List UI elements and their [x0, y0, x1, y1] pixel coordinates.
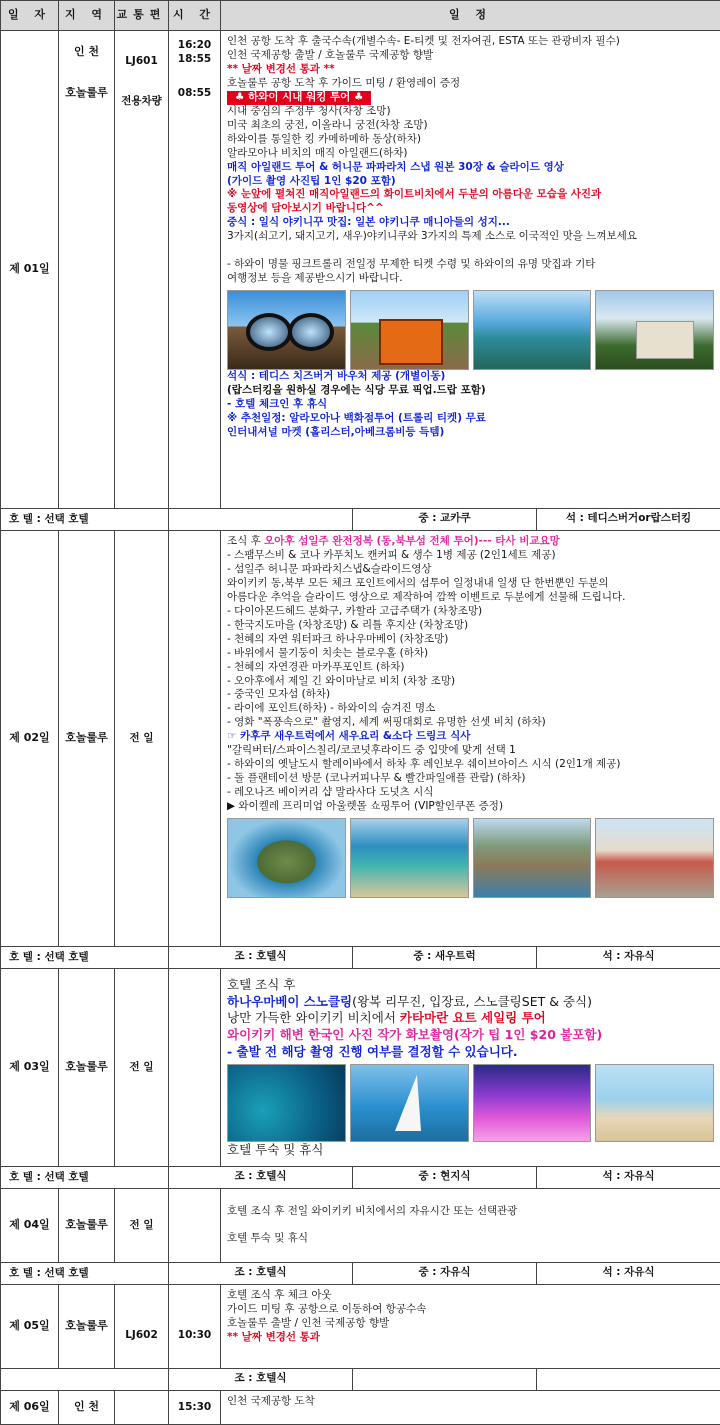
schedule-cell [221, 1189, 720, 1263]
schedule-text: ☞ 카후쿠 새우트럭에서 새우요리 &소다 드링크 식사 [227, 730, 470, 742]
meal-breakfast: 조 : 호텔식 [169, 1369, 352, 1390]
transport-cell [115, 1391, 169, 1425]
trolley-photo [350, 290, 469, 370]
meal-breakfast: 조 : 호텔식 [169, 947, 352, 968]
schedule-text: - 호텔 체크인 후 휴식 [227, 398, 327, 410]
schedule-line [227, 426, 714, 440]
schedule-text: 호텔 조식 후 [227, 977, 295, 992]
meal-box [169, 1167, 720, 1188]
schedule-text: 시내 중심의 주정부 청사(차창 조망) [227, 105, 391, 117]
meal-cell [169, 1369, 720, 1391]
meal-box [169, 509, 720, 530]
schedule-line [227, 412, 714, 426]
schedule-text: 인천 국제공항 출발 / 호놀룰루 국제공항 향발 [227, 49, 433, 61]
day-label: 제 03일 [1, 969, 59, 1167]
schedule-line [227, 1232, 714, 1246]
meal-cell [169, 947, 720, 969]
transport-value: 전용차량 [115, 95, 168, 109]
schedule-text-highlight: 오아후 섬일주 완전정복 (동,북부섬 전체 투어)--- 타사 비교요망 [264, 535, 560, 547]
outlet-photo [595, 818, 714, 898]
meal-dinner: 석 : 테디스버거or랍스터킹 [536, 509, 720, 530]
schedule-text: - 돌 플랜테이션 방문 (코나커피나무 & 빨간파일애플 관람) (하차) [227, 772, 526, 784]
schedule-text-highlight: (왕복 리무진, 입장료, 스노클링SET & 중식) [352, 994, 592, 1009]
schedule-line [227, 49, 714, 63]
schedule-text: 하와이를 통일한 킹 카메하메하 동상(하차) [227, 133, 421, 145]
day-row [1, 531, 720, 947]
schedule-text: - 섬일주 허니문 파파라치스냅&슬라이드영상 [227, 563, 432, 575]
schedule-text: - 다이아몬드헤드 분화구, 카할라 고급주택가 (차창조망) [227, 605, 482, 617]
schedule-line [227, 563, 714, 577]
schedule-text: - 천혜의 자연경관 마카푸포인트 (하차) [227, 661, 404, 673]
meal-box [169, 947, 720, 968]
schedule-text: 가이드 미팅 후 공항으로 이동하여 항공수속 [227, 1303, 426, 1315]
transport-cell [115, 31, 169, 509]
hotel-row [1, 1369, 720, 1391]
schedule-line [227, 398, 714, 412]
schedule-line [227, 161, 714, 175]
schedule-cell [221, 1285, 720, 1369]
schedule-text: 중식 : 일식 야키니꾸 맛집: 일본 야키니쿠 매니아들의 성지... [227, 216, 510, 228]
schedule-text: 호텔 투숙 및 휴식 [227, 1142, 323, 1157]
hotel-row [1, 1167, 720, 1189]
region-name: 인 천 [59, 1400, 114, 1415]
region-name: 호놀룰루 [59, 86, 114, 101]
transport-value: 전 일 [115, 732, 168, 746]
region-cell [59, 969, 115, 1167]
region-cell [59, 531, 115, 947]
schedule-text: 호놀룰루 출발 / 인천 국제공항 향발 [227, 1317, 389, 1329]
schedule-text: 인터내셔널 마켓 (홀리스터,아베크롬비등 득템) [227, 426, 444, 438]
schedule-text: 석식 : 테디스 치즈버거 바우처 제공 (개별이동) [227, 370, 445, 382]
hotel-label: 호 텔 : 선택 호텔 [1, 1167, 169, 1189]
schedule-text: 인천 공항 도착 후 출국수속(개별수속- E-티켓 및 전자여권, ESTA 또는 관광비자 필수) [227, 35, 620, 47]
schedule-line [227, 384, 714, 398]
transport-cell [115, 1285, 169, 1369]
photo-strip [227, 1064, 714, 1142]
meal-breakfast: 조 : 호텔식 [169, 1263, 352, 1284]
transport-cell [115, 531, 169, 947]
schedule-text [227, 1219, 230, 1231]
schedule-line [227, 370, 714, 384]
schedule-line [227, 35, 714, 49]
transport-cell [115, 969, 169, 1167]
schedule-line [227, 1205, 714, 1219]
schedule-line [227, 994, 714, 1011]
schedule-text: 하나우마베이 스노클링 [227, 994, 352, 1009]
region-cell [59, 31, 115, 509]
schedule-line [227, 105, 714, 119]
schedule-line [227, 1010, 714, 1027]
schedule-line [227, 272, 714, 286]
region-cell [59, 1391, 115, 1425]
meal-lunch: 중 : 새우트럭 [352, 947, 536, 968]
region-name: 인 천 [59, 45, 114, 60]
schedule-line [227, 1044, 714, 1061]
schedule-line [227, 1331, 714, 1345]
schedule-text: - 바위에서 물기둥이 치솟는 블로우홀 (하차) [227, 647, 428, 659]
meal-breakfast [169, 509, 352, 530]
schedule-text: 호텔 조식 후 체크 아웃 [227, 1289, 332, 1301]
schedule-text: - 오아후에서 제일 긴 와이마날로 비치 (차창 조망) [227, 675, 455, 687]
schedule-text: 동영상에 담아보시기 바랍니다^^ [227, 202, 384, 214]
schedule-line [227, 188, 714, 202]
hotel-row [1, 947, 720, 969]
meal-dinner: 석 : 자유식 [536, 1263, 720, 1284]
transport-cell [115, 1189, 169, 1263]
hotel-label: 호 텔 : 선택 호텔 [1, 509, 169, 531]
catamaran-photo [350, 1064, 469, 1142]
schedule-line [227, 605, 714, 619]
day-row [1, 1189, 720, 1263]
schedule-line [227, 786, 714, 800]
schedule-cell [221, 969, 720, 1167]
schedule-line [227, 1289, 714, 1303]
hotel-label [1, 1369, 169, 1391]
schedule-line [227, 1317, 714, 1331]
schedule-line [227, 230, 714, 244]
hotel-label: 호 텔 : 선택 호텔 [1, 1263, 169, 1285]
time-value: 10:30 [169, 1329, 220, 1343]
schedule-line [227, 1142, 714, 1159]
schedule-text: 호텔 투숙 및 휴식 [227, 1232, 308, 1244]
schedule-text: - 라이에 포인트(하차) - 하와이의 숨겨진 명소 [227, 702, 435, 714]
header-schedule: 일 정 [221, 1, 720, 31]
schedule-text: (랍스터킹을 원하실 경우에는 식당 무료 픽업.드랍 포함) [227, 384, 486, 396]
meal-lunch [352, 1369, 536, 1390]
header-date: 일 자 [1, 1, 59, 31]
diamond-head-photo [227, 818, 346, 898]
schedule-text: - 하와이의 옛날도시 할레이바에서 하차 후 레인보우 쉐이브아이스 시식 (2인1개 제공) [227, 758, 620, 770]
meal-lunch: 중 : 교카쿠 [352, 509, 536, 530]
region-cell [59, 1189, 115, 1263]
sunset-couple-photo [473, 1064, 592, 1142]
meal-cell [169, 1263, 720, 1285]
day-row [1, 1285, 720, 1369]
island-photo [473, 290, 592, 370]
palace-photo [595, 290, 714, 370]
schedule-line [227, 175, 714, 189]
time-cell [169, 1285, 221, 1369]
meal-box [169, 1369, 720, 1390]
schedule-line [227, 119, 714, 133]
schedule-line [227, 1395, 714, 1409]
schedule-line [227, 577, 714, 591]
schedule-line [227, 1027, 714, 1044]
schedule-line [227, 91, 714, 105]
photo-strip [227, 818, 714, 898]
schedule-line [227, 244, 714, 258]
transport-value: LJ601 [115, 55, 168, 69]
schedule-text: 와이키키 동,북부 모든 체크 포인트에서의 섬투어 일정내내 일생 단 한번뿐인 두분의 [227, 577, 609, 589]
hotel-row [1, 1263, 720, 1285]
schedule-text: ** 날짜 변경선 통과 [227, 1331, 320, 1343]
schedule-text: 호텔 조식 후 전일 와이키키 비치에서의 자유시간 또는 선택관광 [227, 1205, 517, 1217]
schedule-text: 알라모아나 비치의 매직 아일랜드(하차) [227, 147, 408, 159]
schedule-text: ** 날짜 변경선 통과 ** [227, 63, 335, 75]
beach-photo [595, 1064, 714, 1142]
schedule-line [227, 147, 714, 161]
schedule-line [227, 772, 714, 786]
schedule-text: 아름다운 추억을 슬라이드 영상으로 제작하여 깜짝 이벤트로 두분에게 선물해 드립니다. [227, 591, 626, 603]
schedule-line [227, 800, 714, 814]
hanauma-bay-photo [350, 818, 469, 898]
day-label: 제 04일 [1, 1189, 59, 1263]
day-label: 제 01일 [1, 31, 59, 509]
schedule-line [227, 716, 714, 730]
time-value: 18:55 [169, 53, 220, 67]
meal-dinner: 석 : 자유식 [536, 1167, 720, 1188]
schedule-line [227, 661, 714, 675]
schedule-text: ※ 눈앞에 펼쳐진 매직아일랜드의 화이트비치에서 두분의 아름다운 모습을 사진과 [227, 188, 601, 200]
coastline-photo [473, 818, 592, 898]
sunglasses-photo [227, 290, 346, 370]
schedule-text: 인천 국제공항 도착 [227, 1395, 315, 1407]
schedule-line [227, 688, 714, 702]
schedule-line [227, 730, 714, 744]
hotel-label: 호 텔 : 선택 호텔 [1, 947, 169, 969]
time-value: 08:55 [169, 87, 220, 101]
meal-cell [169, 1167, 720, 1189]
region-name: 호놀룰루 [59, 731, 114, 746]
schedule-text: 낭만 가득한 와이키키 비치에서 [227, 1010, 400, 1025]
schedule-text: (가이드 촬영 사진팁 1인 $20 포함) [227, 175, 396, 187]
day-label: 제 06일 [1, 1391, 59, 1425]
schedule-line [227, 63, 714, 77]
time-cell [169, 1391, 221, 1425]
header-row [1, 1, 720, 31]
schedule-line [227, 77, 714, 91]
header-transport: 교통편 [115, 1, 169, 31]
schedule-text: - 영화 "폭풍속으로" 촬영지, 세계 써핑대회로 유명한 선셋 비치 (하차) [227, 716, 546, 728]
schedule-text: 와이키키 해변 한국인 사진 작가 화보촬영(작가 팁 1인 $20 불포함) [227, 1027, 602, 1042]
time-cell [169, 1189, 221, 1263]
schedule-line [227, 202, 714, 216]
schedule-text: - 하와이 명물 핑크트롤리 전일정 무제한 티켓 수령 및 하와이의 유명 맛집과 기타 [227, 258, 595, 270]
region-cell [59, 1285, 115, 1369]
schedule-text: - 스팸무스비 & 코나 카푸치노 캔커피 & 생수 1병 제공 (2인1세트 제공) [227, 549, 556, 561]
schedule-text: - 한국지도마을 (차창조망) & 리틀 후지산 (차창조망) [227, 619, 468, 631]
schedule-line [227, 1303, 714, 1317]
schedule-line [227, 647, 714, 661]
time-value: 15:30 [169, 1401, 220, 1415]
day-row [1, 969, 720, 1167]
day-row [1, 1391, 720, 1425]
region-name: 호놀룰루 [59, 1319, 114, 1334]
meal-dinner [536, 1369, 720, 1390]
schedule-text: 호놀룰루 공항 도착 후 가이드 미팅 / 환영레이 증정 [227, 77, 460, 89]
day-row [1, 31, 720, 509]
schedule-line [227, 744, 714, 758]
schedule-text: 조식 후 [227, 535, 264, 547]
meal-breakfast: 조 : 호텔식 [169, 1167, 352, 1188]
schedule-line [227, 216, 714, 230]
schedule-cell [221, 531, 720, 947]
schedule-text: 매직 아일랜드 투어 & 허니문 파파라치 스냅 원본 30장 & 슬라이드 영상 [227, 161, 564, 173]
schedule-cell [221, 1391, 720, 1425]
header-region: 지 역 [59, 1, 115, 31]
schedule-line [227, 258, 714, 272]
schedule-text: - 레오나즈 베이커리 샵 말라사다 도넛츠 시식 [227, 786, 433, 798]
schedule-text: ※ 추천일정: 알라모아나 백화점투어 (트롤리 티켓) 무료 [227, 412, 486, 424]
region-name: 호놀룰루 [59, 1060, 114, 1075]
hotel-row [1, 509, 720, 531]
schedule-line [227, 633, 714, 647]
region-name: 호놀룰루 [59, 1218, 114, 1233]
transport-value: 전 일 [115, 1219, 168, 1233]
schedule-text: "갈릭버터/스파이스칠리/코코넛후라이드 중 입맛에 맞게 선택 1 [227, 744, 516, 756]
schedule-cell [221, 31, 720, 509]
meal-dinner: 석 : 자유식 [536, 947, 720, 968]
photo-strip [227, 290, 714, 370]
schedule-line [227, 702, 714, 716]
transport-value: 전 일 [115, 1061, 168, 1075]
schedule-text: - 천혜의 자연 워터파크 하나우마베이 (차창조망) [227, 633, 448, 645]
schedule-text: - 중국인 모자섬 (하차) [227, 688, 330, 700]
schedule-text [227, 244, 230, 256]
meal-cell [169, 509, 720, 531]
schedule-line [227, 758, 714, 772]
time-cell [169, 531, 221, 947]
snorkeling-photo [227, 1064, 346, 1142]
schedule-line [227, 675, 714, 689]
schedule-line [227, 535, 714, 549]
time-value: 16:20 [169, 39, 220, 53]
day-label: 제 05일 [1, 1285, 59, 1369]
schedule-text: ▶ 와이켈레 프리미엄 아울렛몰 쇼핑투어 (VIP할인쿠폰 증정) [227, 800, 503, 812]
schedule-text: 3가지(쇠고기, 돼지고기, 새우)야키니쿠와 3가지의 특제 소스로 이국적인 맛을 느껴보세요 [227, 230, 637, 242]
schedule-text-highlight: 카타마란 요트 세일링 투어 [400, 1010, 546, 1025]
schedule-text: 미국 최초의 궁전, 이올라니 궁전(차창 조망) [227, 119, 428, 131]
schedule-text: 여행정보 등을 제공받으시기 바랍니다. [227, 272, 403, 284]
meal-box [169, 1263, 720, 1284]
schedule-line [227, 133, 714, 147]
transport-value: LJ602 [115, 1329, 168, 1343]
schedule-line [227, 1219, 714, 1233]
schedule-text: - 출발 전 해당 촬영 진행 여부를 결정할 수 있습니다. [227, 1044, 518, 1059]
schedule-line [227, 549, 714, 563]
header-time: 시 간 [169, 1, 221, 31]
schedule-line [227, 977, 714, 994]
day-label: 제 02일 [1, 531, 59, 947]
meal-lunch: 중 : 현지식 [352, 1167, 536, 1188]
time-cell [169, 31, 221, 509]
schedule-text: ♣ 하와이 시내 워킹 투어 ♣ [227, 91, 371, 105]
schedule-line [227, 591, 714, 605]
time-cell [169, 969, 221, 1167]
meal-lunch: 중 : 자유식 [352, 1263, 536, 1284]
schedule-line [227, 619, 714, 633]
